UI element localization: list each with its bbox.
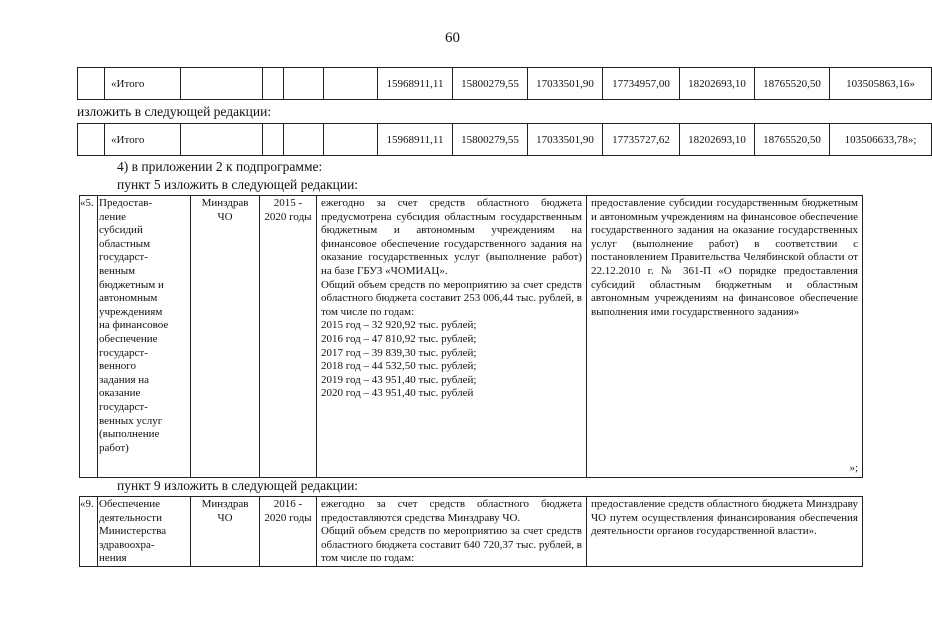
total-value: 18202693,10: [680, 68, 755, 100]
row5-name: [98, 196, 191, 478]
name-line: венным: [99, 264, 136, 277]
year-line: 2019 год – 43 951,40 тыс. рублей;: [321, 373, 477, 386]
name-line: оказание: [99, 387, 141, 400]
desc-total: Общий объем средств по мероприятию за счет средств областного бюджета составит 640 720,37 тыс. рублей, в том числе по годам:: [321, 525, 582, 565]
total-value: 18765520,50: [755, 68, 830, 100]
name-line: областным: [99, 237, 151, 250]
name-line: здравоохра-: [99, 538, 155, 551]
replace-text: изложить в следующей редакции:: [77, 104, 272, 119]
year-line: 2018 год – 44 532,50 тыс. рублей;: [321, 360, 477, 373]
point9-table: [79, 496, 863, 567]
total-label: «Итого: [105, 124, 181, 156]
total-value: 18765520,50: [755, 124, 830, 156]
empty-cell: [181, 124, 263, 156]
empty-cell: [263, 68, 284, 100]
result-text: предоставление субсидии государственным бюджетным и автономным учреждениям на финансовое обеспечение государственного задания на оказание государственных услуг (выполнение работ) в соответствии с постановлением Правительства Челябинской области от 22.12.2010 г. № 361-П «О порядке предоставления субсидий областным бюджетным и областным автономным учреждениям на финансовое обеспечение выполнения ими государственного задания»: [591, 197, 858, 318]
total-value: 15800279,55: [453, 124, 528, 156]
total-value: 17033501,90: [528, 68, 603, 100]
name-line: субсидий: [99, 224, 143, 237]
name-line: (выполнение: [99, 428, 160, 441]
name-line: Предостав-: [99, 197, 153, 209]
row9-result: [587, 497, 863, 567]
page-number: 60: [445, 30, 460, 46]
name-line: ление: [99, 210, 127, 223]
year-line: 2016 год – 47 810,92 тыс. рублей;: [321, 332, 477, 345]
punkt5-text: пункт 5 изложить в следующей редакции:: [117, 177, 359, 192]
year-line: 2017 год – 39 839,30 тыс. рублей;: [321, 346, 477, 359]
total-value: 103506633,78»;: [830, 124, 932, 156]
end-mark: »;: [849, 462, 858, 475]
year-line: 2015 год – 32 920,92 тыс. рублей;: [321, 319, 477, 332]
name-line: на финансовое: [99, 319, 169, 332]
name-line: автономным: [99, 292, 158, 305]
total-value: 18202693,10: [680, 124, 755, 156]
empty-cell: [78, 68, 105, 100]
row9-number: «9.: [80, 497, 98, 567]
desc-total: Общий объем средств по мероприятию за счет средств областного бюджета составит 253 006,44 тыс. рублей, в том числе по годам:: [321, 278, 582, 318]
row5-executor: Минздрав ЧО: [191, 196, 260, 478]
row5-description: [317, 196, 587, 478]
empty-cell: [263, 124, 284, 156]
name-line: государст-: [99, 251, 148, 264]
year-line: 2020 год – 43 951,40 тыс. рублей: [321, 387, 474, 400]
name-line: государст-: [99, 346, 148, 359]
name-line: деятельности: [99, 511, 162, 524]
name-line: Министерства: [99, 525, 167, 538]
name-line: венных услуг: [99, 414, 163, 427]
total-value: 17734957,00: [603, 68, 680, 100]
name-line: нения: [99, 552, 127, 565]
total-table-old: [77, 67, 932, 100]
empty-cell: [78, 124, 105, 156]
row5-result: [587, 196, 863, 478]
name-line: венного: [99, 360, 137, 373]
row5-period: 2015 - 2020 годы: [260, 196, 317, 478]
empty-cell: [181, 68, 263, 100]
result-text: предоставление средств областного бюджета Минздраву ЧО путем осуществления финансирования обеспечения деятельности органов государственной власти».: [591, 498, 858, 538]
total-value: 17033501,90: [528, 124, 603, 156]
desc-intro: ежегодно за счет средств областного бюджета предоставляются средства Минздраву ЧО.: [321, 498, 582, 524]
name-line: обеспечение: [99, 332, 158, 345]
punkt9-text: пункт 9 изложить в следующей редакции:: [117, 478, 359, 493]
total-table-new: [77, 123, 932, 156]
item4-text: 4) в приложении 2 к подпрограмме:: [117, 159, 323, 174]
row5-number: «5.: [80, 196, 98, 478]
row9-executor: Минздрав ЧО: [191, 497, 260, 567]
row9-description: [317, 497, 587, 567]
total-value: 17735727,62: [603, 124, 680, 156]
name-line: задания на: [99, 373, 150, 386]
empty-cell: [324, 124, 378, 156]
total-value: 103505863,16»: [830, 68, 932, 100]
name-line: учреждениям: [99, 305, 163, 318]
name-line: государст-: [99, 400, 148, 413]
name-line: бюджетным и: [99, 278, 164, 291]
empty-cell: [284, 124, 324, 156]
total-value: 15800279,55: [453, 68, 528, 100]
total-value: 15968911,11: [378, 68, 453, 100]
empty-cell: [284, 68, 324, 100]
name-line: работ): [99, 441, 129, 454]
total-value: 15968911,11: [378, 124, 453, 156]
total-label: «Итого: [105, 68, 181, 100]
name-line: Обеспечение: [99, 498, 160, 510]
desc-intro: ежегодно за счет средств областного бюджета предусмотрена субсидия областным государственным бюджетным и автономным учреждениям на финансовое обеспечение государственного задания на оказание государственных услуг (выполнение работ) на базе ГБУЗ «ЧОМИАЦ».: [321, 197, 582, 277]
empty-cell: [324, 68, 378, 100]
point5-table: [79, 195, 863, 478]
row9-period: 2016 - 2020 годы: [260, 497, 317, 567]
row9-name: [98, 497, 191, 567]
